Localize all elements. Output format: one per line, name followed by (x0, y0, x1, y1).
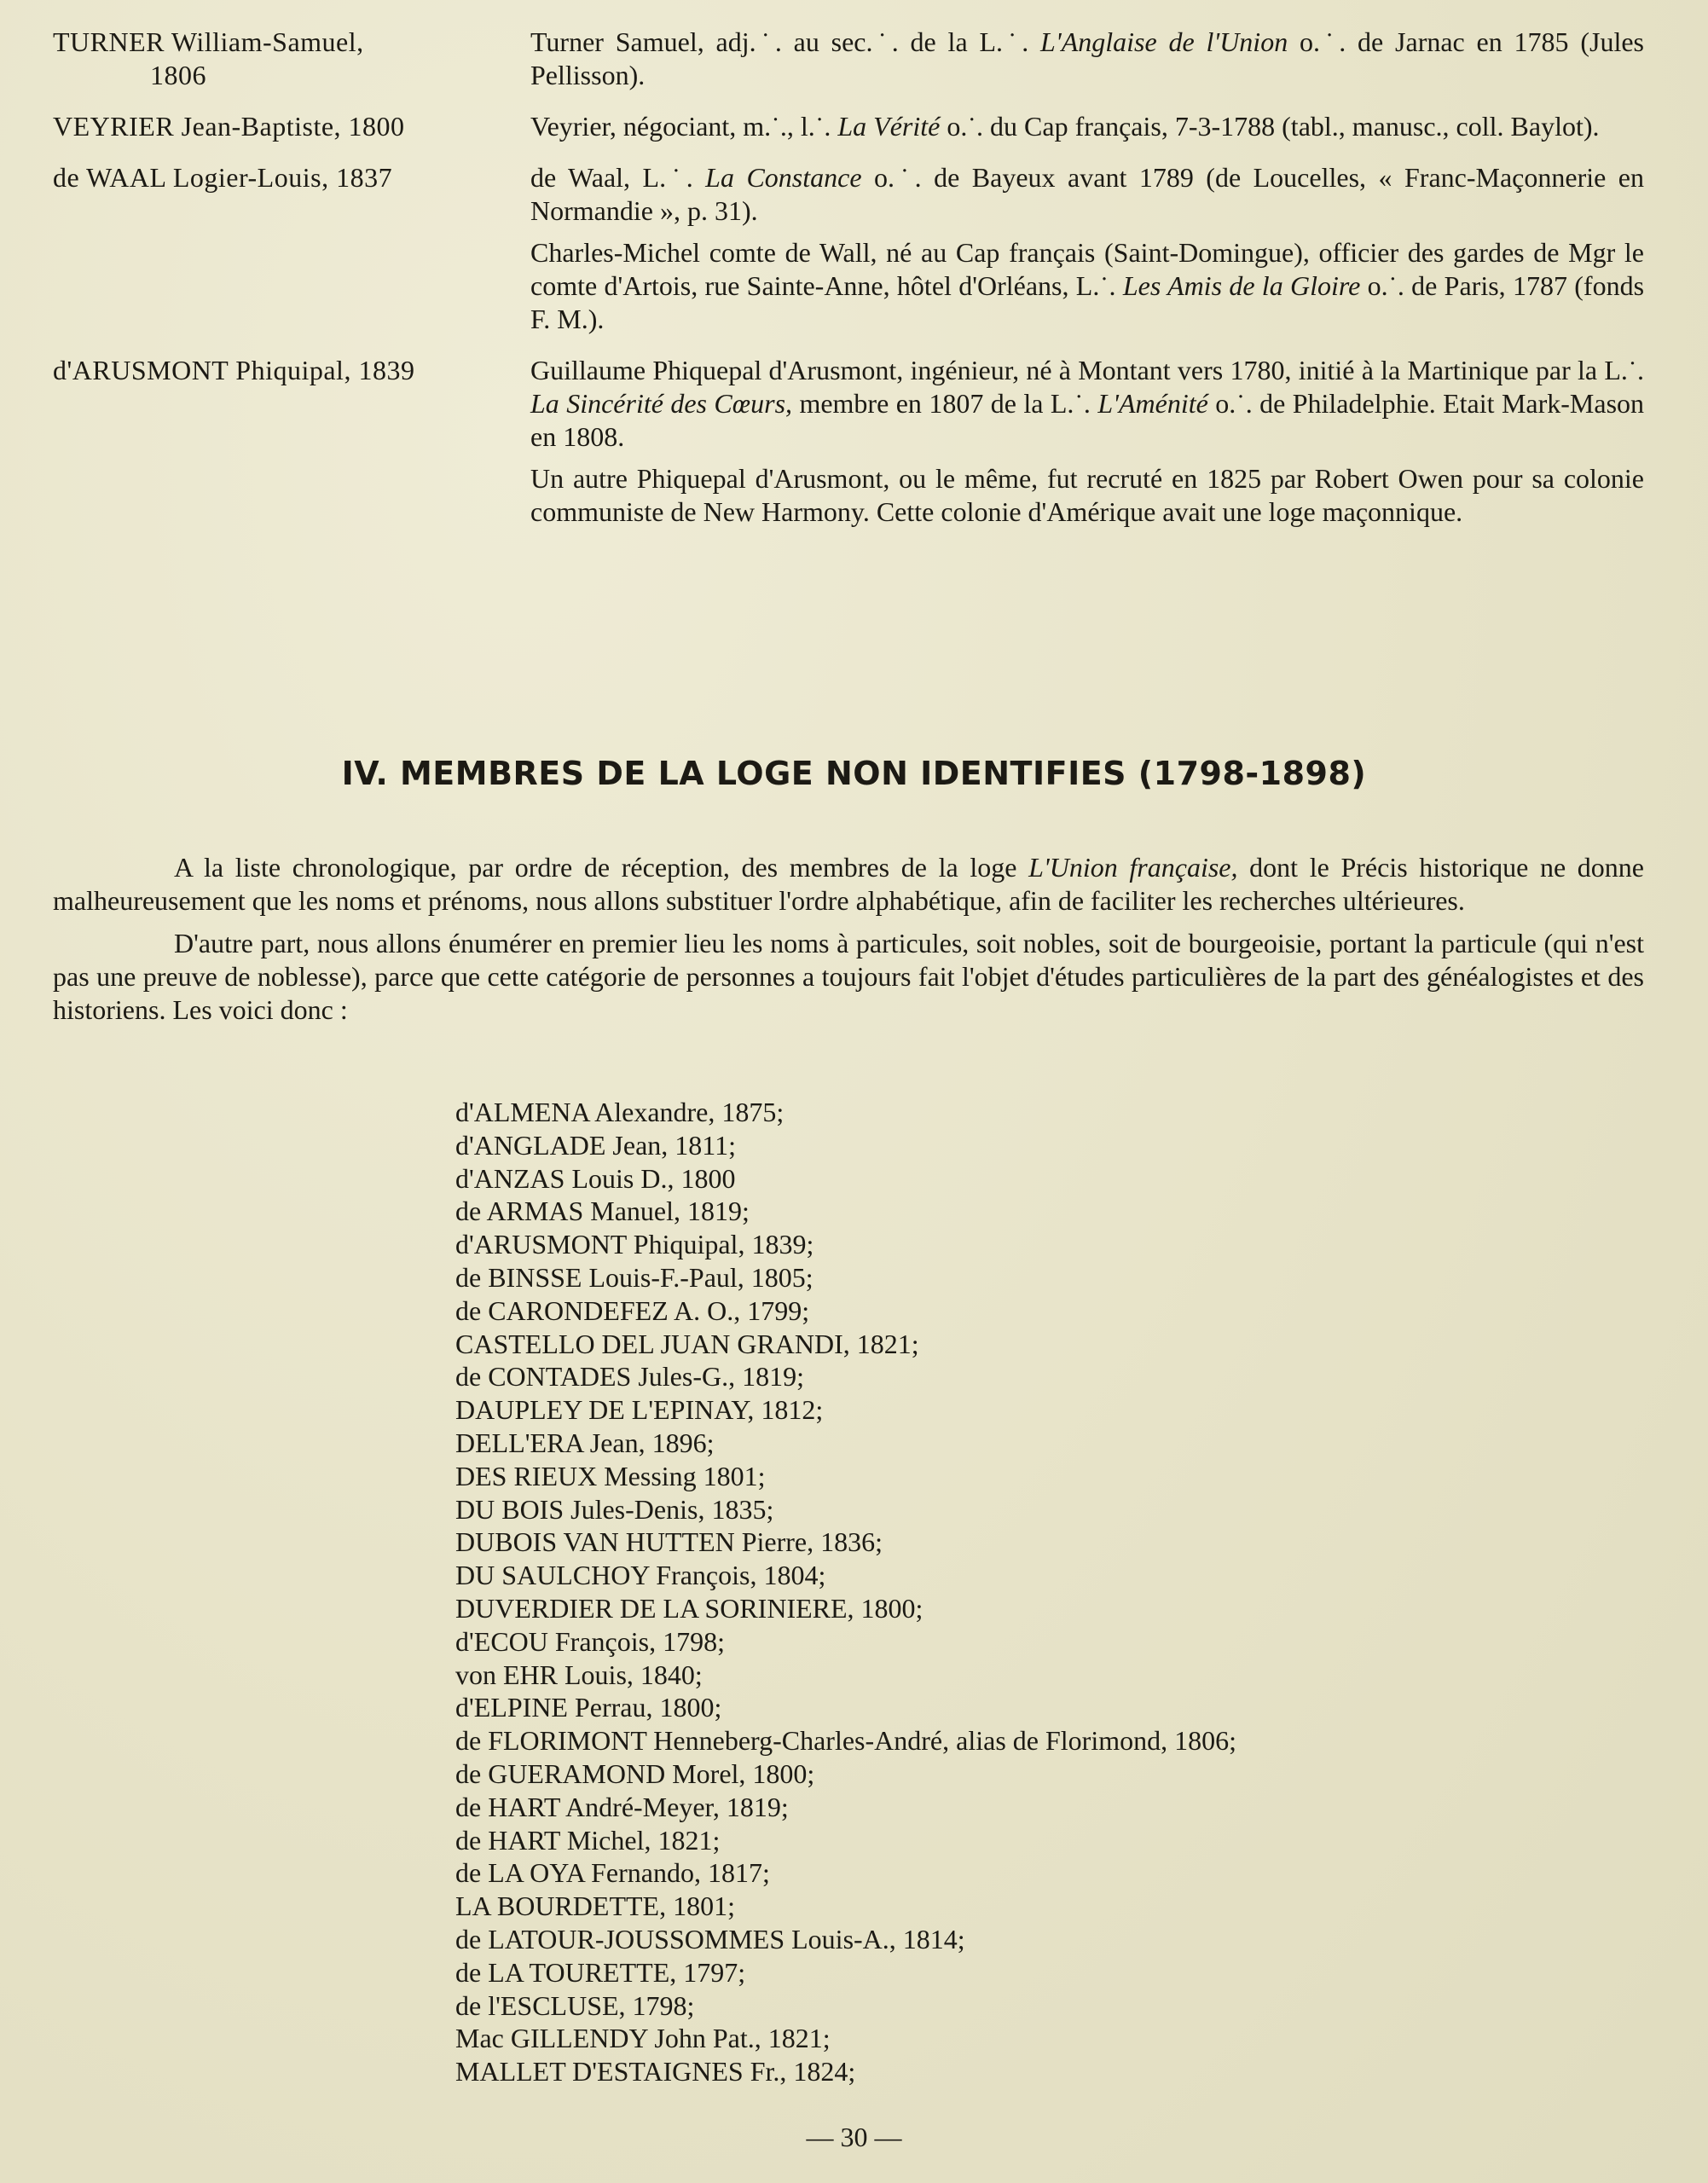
lodge-name: L'Anglaise de l'Union (1040, 26, 1288, 57)
list-item: d'ALMENA Alexandre, 1875; (455, 1097, 785, 1127)
list-item: Mac GILLENDY John Pat., 1821; (455, 2023, 831, 2054)
entry-paragraph (530, 236, 1644, 336)
list-item: d'ARUSMONT Phiquipal, 1839; (455, 1229, 814, 1260)
entry-name-text: VEYRIER Jean-Baptiste, 1800 (53, 111, 405, 142)
entry-veyrier (53, 110, 1644, 143)
entry-name (53, 354, 530, 529)
entry-name-text: TURNER William-Samuel, (53, 26, 364, 57)
text-run: Un autre Phiquepal d'Arusmont, ou le même, fut recruté en 1825 par Robert Owen pour sa colonie communiste de New Harmony. Cette colonie d'Amérique avait une loge maçonnique. (530, 463, 1644, 527)
list-item: de HART Michel, 1821; (455, 1824, 721, 1856)
list-item: de l'ESCLUSE, 1798; (455, 1989, 695, 2021)
list-item: DELL'ERA Jean, 1896; (455, 1427, 715, 1458)
section-heading: IV. MEMBRES DE LA LOGE NON IDENTIFIES (1798-1898) (341, 755, 1367, 792)
entry-name-year: 1806 (150, 60, 206, 90)
list-item: MALLET D'ESTAIGNES Fr., 1824; (455, 2056, 856, 2087)
intro-paragraph (53, 851, 1644, 918)
entry-paragraph (530, 462, 1644, 529)
list-item: d'ELPINE Perrau, 1800; (455, 1692, 722, 1723)
list-item: DAUPLEY DE L'EPINAY, 1812; (455, 1394, 824, 1426)
lodge-name: La Constance (705, 162, 862, 193)
list-item: von EHR Louis, 1840; (455, 1659, 703, 1690)
text-run: o.˙. de Paris, 1787 (fonds F. M.). (530, 270, 1645, 334)
entry-de-waal (53, 161, 1644, 336)
text-run: Guillaume Phiquepal d'Arusmont, ingénieur, né à Montant vers 1780, initié à la Martinique par la L.˙. (530, 355, 1644, 385)
list-item: de GUERAMOND Morel, 1800; (455, 1757, 815, 1789)
list-item: CASTELLO DEL JUAN GRANDI, 1821; (455, 1328, 919, 1359)
list-item: DUVERDIER DE LA SORINIERE, 1800; (455, 1592, 923, 1624)
list-item: de LA TOURETTE, 1797; (455, 1956, 746, 1988)
entry-description (530, 26, 1644, 92)
list-item: de CONTADES Jules-G., 1819; (455, 1361, 804, 1393)
entry-name (53, 161, 530, 336)
list-item: d'ANZAS Louis D., 1800 (455, 1162, 736, 1194)
entry-paragraph (530, 110, 1644, 143)
entry-description (530, 110, 1644, 143)
text-run: Turner Samuel, adj.˙. au sec.˙. de la L.˙. (530, 26, 1041, 57)
list-item: de FLORIMONT Henneberg-Charles-André, alias de Florimond, 1806; (455, 1725, 1236, 1757)
text-run: Veyrier, négociant, m.˙., l.˙. (530, 111, 838, 142)
text-run: A la liste chronologique, par ordre de réception, des membres de la loge (174, 852, 1029, 883)
list-item: DUBOIS VAN HUTTEN Pierre, 1836; (455, 1526, 883, 1558)
entry-name-text: de WAAL Logier-Louis, 1837 (53, 162, 393, 193)
entry-description (530, 161, 1644, 336)
list-item: de BINSSE Louis-F.-Paul, 1805; (455, 1261, 813, 1293)
text-run: o.˙. de Bayeux avant 1789 (de Loucelles, « Franc-Maçonnerie en Normandie », p. 31). (530, 162, 1645, 226)
text-run: D'autre part, nous allons énumérer en premier lieu les noms à particules, soit nobles, soit de bourgeoisie, portant la particule (qui n'est pas une preuve de noblesse), parce que cette catégorie de personnes a toujours fait l'objet d'études particulières de la part des généalogistes et des historiens. Les voici donc : (53, 928, 1644, 1025)
entry-paragraph (530, 161, 1644, 228)
list-item: de CARONDEFEZ A. O., 1799; (455, 1294, 810, 1326)
list-item: de HART André-Meyer, 1819; (455, 1791, 789, 1822)
text-run: o.˙. de Philadelphie. Etait Mark-Mason en 1808. (530, 388, 1645, 452)
list-item: d'ECOU François, 1798; (455, 1625, 725, 1657)
text-run: o.˙. de Jarnac en 1785 (Jules Pellisson). (530, 26, 1645, 90)
entry-turner (53, 26, 1644, 92)
list-item: de LATOUR-JOUSSOMMES Louis-A., 1814; (455, 1923, 965, 1954)
member-entries (53, 26, 1644, 547)
page-number: — 30 — (806, 2122, 902, 2152)
entry-name (53, 110, 530, 143)
entry-name (53, 26, 530, 92)
text-run: Charles-Michel comte de Wall, né au Cap français (Saint-Domingue), officier des gardes de Mgr le comte d'Artois, rue Sainte-Anne, hôtel d'Orléans, L.˙. (530, 237, 1644, 301)
entry-name-text: d'ARUSMONT Phiquipal, 1839 (53, 355, 415, 385)
list-item: DES RIEUX Messing 1801; (455, 1460, 766, 1491)
list-item: DU BOIS Jules-Denis, 1835; (455, 1493, 774, 1525)
entry-d-arusmont (53, 354, 1644, 529)
text-run: membre en 1807 de la L.˙. (792, 388, 1098, 419)
list-item: d'ANGLADE Jean, 1811; (455, 1129, 736, 1161)
text-run: o.˙. du Cap français, 7-3-1788 (tabl., manusc., coll. Baylot). (940, 111, 1600, 142)
text-run: de Waal, L.˙. (530, 162, 706, 193)
lodge-name: La Sincérité des Cœurs, (530, 388, 793, 419)
entry-paragraph (530, 354, 1644, 454)
entry-description (530, 354, 1644, 529)
list-item: LA BOURDETTE, 1801; (455, 1891, 735, 1922)
list-item: de ARMAS Manuel, 1819; (455, 1196, 750, 1227)
list-item: DU SAULCHOY François, 1804; (455, 1560, 826, 1591)
intro-text (53, 851, 1644, 1036)
intro-paragraph (53, 927, 1644, 1027)
lodge-name: L'Aménité (1097, 388, 1208, 419)
list-item: de LA OYA Fernando, 1817; (455, 1857, 770, 1889)
lodge-name: L'Union française, (1028, 852, 1238, 883)
member-names-list (455, 1096, 1236, 2088)
lodge-name: La Vérité (837, 111, 941, 142)
entry-paragraph (530, 26, 1644, 92)
lodge-name: Les Amis de la Gloire (1122, 270, 1361, 301)
text-run: dont le Précis historique ne donne malheureusement que les noms et prénoms, nous allons substituer l'ordre alphabétique, afin de faciliter les recherches ultérieures. (53, 852, 1645, 916)
